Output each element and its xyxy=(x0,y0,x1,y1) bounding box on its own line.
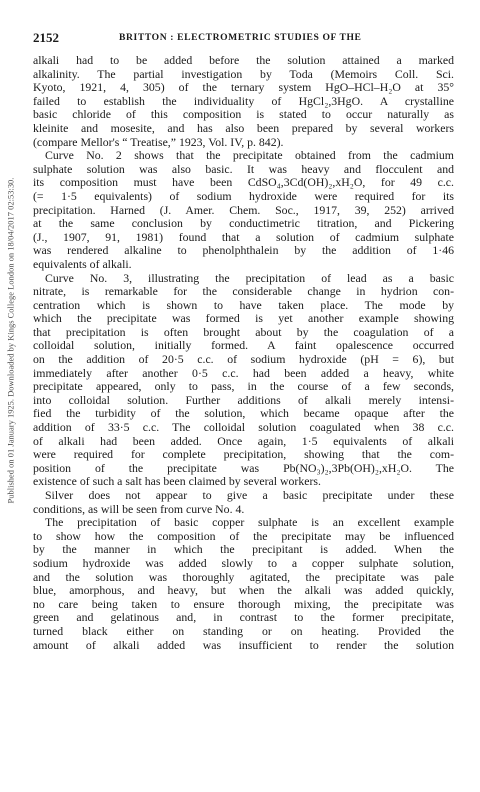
text-line: sodium hydroxide was added slowly to a copper sulphate solution, xyxy=(33,555,454,570)
text-line: precipitate appeared, only to pass, in the course of a few seconds, xyxy=(33,379,454,394)
text-line: alkalinity. The partial investigation by Toda (Memoirs Coll. Sci. xyxy=(33,66,454,81)
text-line: to show how the composition of the precipitate may be influenced xyxy=(33,528,454,543)
text-line: and the solution was thoroughly agitated, the precipitate was pale xyxy=(33,569,454,584)
paragraph-copper xyxy=(33,516,454,652)
text-line: equivalents of alkali. xyxy=(33,256,132,271)
text-line: nitrate, is remarkable for the considerable change in hydrion con- xyxy=(33,284,454,299)
text-line: of alkali had been added. Once again, 1·5 equivalents of alkali xyxy=(33,433,454,448)
text-line: turned black either on standing or on heating. Provided the xyxy=(33,623,454,638)
text-line: by the manner in which the precipitant is added. When the xyxy=(33,542,454,557)
download-watermark-text: Published on 01 January 1925. Downloaded by Kings College London on 18/04/2017 02:53:30. xyxy=(6,177,16,503)
paragraph-lead xyxy=(33,272,454,490)
text-line: precipitation. Harned (J. Amer. Chem. Soc., 1917, 39, 252) arrived xyxy=(33,202,454,217)
text-line: which the precipitate was formed is yet another example showing xyxy=(33,311,454,326)
text-line: amount of alkali added was insufficient to render the solution xyxy=(33,637,454,652)
text-line: at the same conclusion by conductimetric titration, and Pickering xyxy=(33,216,454,231)
text-line: on the addition of 20·5 c.c. of sodium hydroxide (pH = 6), but xyxy=(33,352,454,367)
paragraph-cadmium xyxy=(33,149,454,271)
text-line: (compare Mellor's “ Treatise,” 1923, Vol. IV, p. 842). xyxy=(33,134,284,149)
text-line: failed to establish the individuality of HgCl₂,3HgO. A crystalline xyxy=(33,93,454,108)
text-line: that precipitation is often brought about by the coagulation of a xyxy=(33,324,454,339)
text-line: existence of such a salt has been claimed by several workers. xyxy=(33,474,321,489)
text-line: (J., 1907, 91, 1981) found that a solution of cadmium sulphate xyxy=(33,229,454,244)
text-line: centration which is shown to have taken place. The mode by xyxy=(33,297,454,312)
text-line: addition of 33·5 c.c. The colloidal solution coagulated when 38 c.c. xyxy=(33,420,454,435)
text-line: were required for complete precipitation, showing that the com- xyxy=(33,447,454,462)
text-line: Silver does not appear to give a basic precipitate under these xyxy=(45,488,454,502)
paragraph-toda-mercury xyxy=(33,54,454,149)
text-line: kleinite and mosesite, and has also been prepared by several workers xyxy=(33,120,454,135)
text-line: immediately after another 0·5 c.c. had been added a heavy, white xyxy=(33,365,454,380)
page-number: 2152 xyxy=(33,30,59,45)
text-line: fied the turbidity of the solution, which became opaque after the xyxy=(33,406,454,421)
text-line: alkali had to be added before the solution attained a marked xyxy=(33,53,454,67)
text-line: Curve No. 3, illustrating the precipitation of lead as a basic xyxy=(45,270,454,285)
running-title: BRITTON : ELECTROMETRIC STUDIES OF THE xyxy=(119,32,362,43)
text-line: was rendered alkaline to phenolphthalein by the addition of 1·46 xyxy=(33,243,454,258)
text-line: basic chloride of this composition is stated to occur naturally as xyxy=(33,107,454,122)
text-line: blue, amorphous, and heavy, but when the alkali was added quickly, xyxy=(33,583,454,598)
download-watermark xyxy=(4,80,18,600)
running-header xyxy=(33,30,453,46)
text-line: colloidal solution, initially formed. A faint opalescence occurred xyxy=(33,338,454,353)
text-line: green and gelatinous and, in contrast to the former precipitate, xyxy=(33,610,454,625)
text-line: (= 1·5 equivalents) of sodium hydroxide were required for its xyxy=(33,188,454,203)
paragraph-silver xyxy=(33,489,454,516)
text-line: Curve No. 2 shows that the precipitate obtained from the cadmium xyxy=(45,148,454,163)
text-line: conditions, as will be seen from curve No. 4. xyxy=(33,501,245,516)
text-line: into colloidal solution. Further additions of alkali merely intensi- xyxy=(33,392,454,407)
text-line: position of the precipitate was Pb(NO₃)₂,3Pb(OH)₂,xH₂O. The xyxy=(33,460,454,475)
text-line: no care being taken to ensure thorough mixing, the precipitate was xyxy=(33,596,454,611)
text-line: its composition must have been CdSO₄,3Cd(OH)₂,xH₂O, for 49 c.c. xyxy=(33,175,454,190)
text-line: Kyoto, 1921, 4, 305) of the ternary system HgO–HCl–H₂O at 35° xyxy=(33,80,454,95)
text-line: sulphate solution was also basic. It was heavy and flocculent and xyxy=(33,161,454,176)
article-body xyxy=(33,54,454,652)
text-line: The precipitation of basic copper sulphate is an excellent example xyxy=(45,515,454,530)
